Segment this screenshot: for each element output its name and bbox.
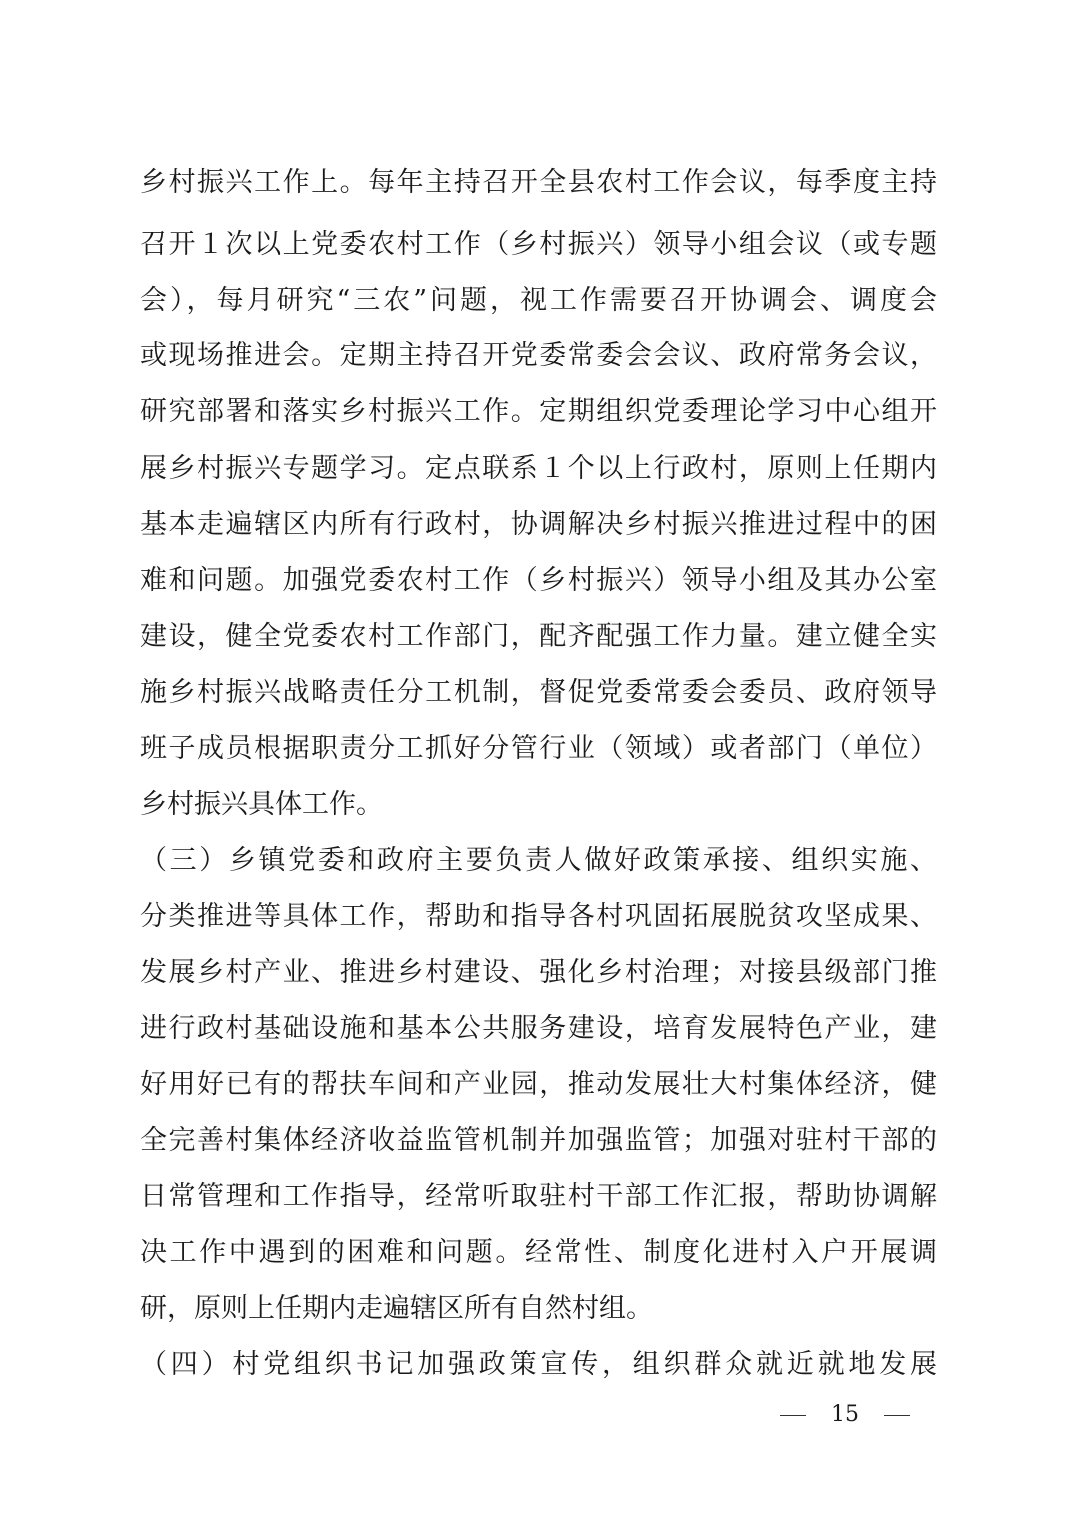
text-line: 决工作中遇到的困难和问题。经常性、制度化进村入户开展调 (140, 1237, 937, 1268)
text-line: 会），每月研究“三农”问题，视工作需要召开协调会、调度会 (140, 285, 937, 316)
text-line: （四）村党组织书记加强政策宣传，组织群众就近就地发展 (140, 1349, 937, 1380)
text-line: 难和问题。加强党委农村工作（乡村振兴）领导小组及其办公室 (140, 565, 937, 596)
text-line: 建设，健全党委农村工作部门，配齐配强工作力量。建立健全实 (140, 621, 937, 652)
text-line: 全完善村集体经济收益监管机制并加强监管；加强对驻村干部的 (140, 1125, 937, 1156)
text-line: 发展乡村产业、推进乡村建设、强化乡村治理；对接县级部门推 (140, 957, 937, 988)
text-line: 进行政村基础设施和基本公共服务建设，培育发展特色产业，建 (140, 1013, 937, 1044)
text-line: 基本走遍辖区内所有行政村，协调解决乡村振兴推进过程中的困 (140, 509, 937, 540)
text-line: 研，原则上任期内走遍辖区所有自然村组。 (140, 1293, 653, 1324)
text-line: 班子成员根据职责分工抓好分管行业（领域）或者部门（单位） (140, 733, 937, 764)
text-line: 分类推进等具体工作，帮助和指导各村巩固拓展脱贫攻坚成果、 (140, 901, 937, 932)
footer-dash-right (884, 1415, 910, 1416)
text-line: 乡村振兴工作上。每年主持召开全县农村工作会议，每季度主持 (140, 167, 937, 198)
text-line: 施乡村振兴战略责任分工机制，督促党委常委会委员、政府领导 (140, 677, 937, 708)
text-line: 乡村振兴具体工作。 (140, 789, 383, 820)
text-line: 召开１次以上党委农村工作（乡村振兴）领导小组会议（或专题 (140, 229, 937, 260)
text-line: 展乡村振兴专题学习。定点联系１个以上行政村，原则上任期内 (140, 453, 937, 484)
text-line: 或现场推进会。定期主持召开党委常委会会议、政府常务会议， (140, 340, 937, 371)
footer-dash-left (780, 1415, 806, 1416)
text-line: （三）乡镇党委和政府主要负责人做好政策承接、组织实施、 (140, 845, 937, 876)
page-footer (780, 1400, 910, 1430)
text-line: 好用好已有的帮扶车间和产业园，推动发展壮大村集体经济，健 (140, 1069, 937, 1100)
page-number: 15 (831, 1402, 859, 1427)
text-line: 日常管理和工作指导，经常听取驻村干部工作汇报，帮助协调解 (140, 1181, 937, 1212)
text-line: 研究部署和落实乡村振兴工作。定期组织党委理论学习中心组开 (140, 396, 937, 427)
